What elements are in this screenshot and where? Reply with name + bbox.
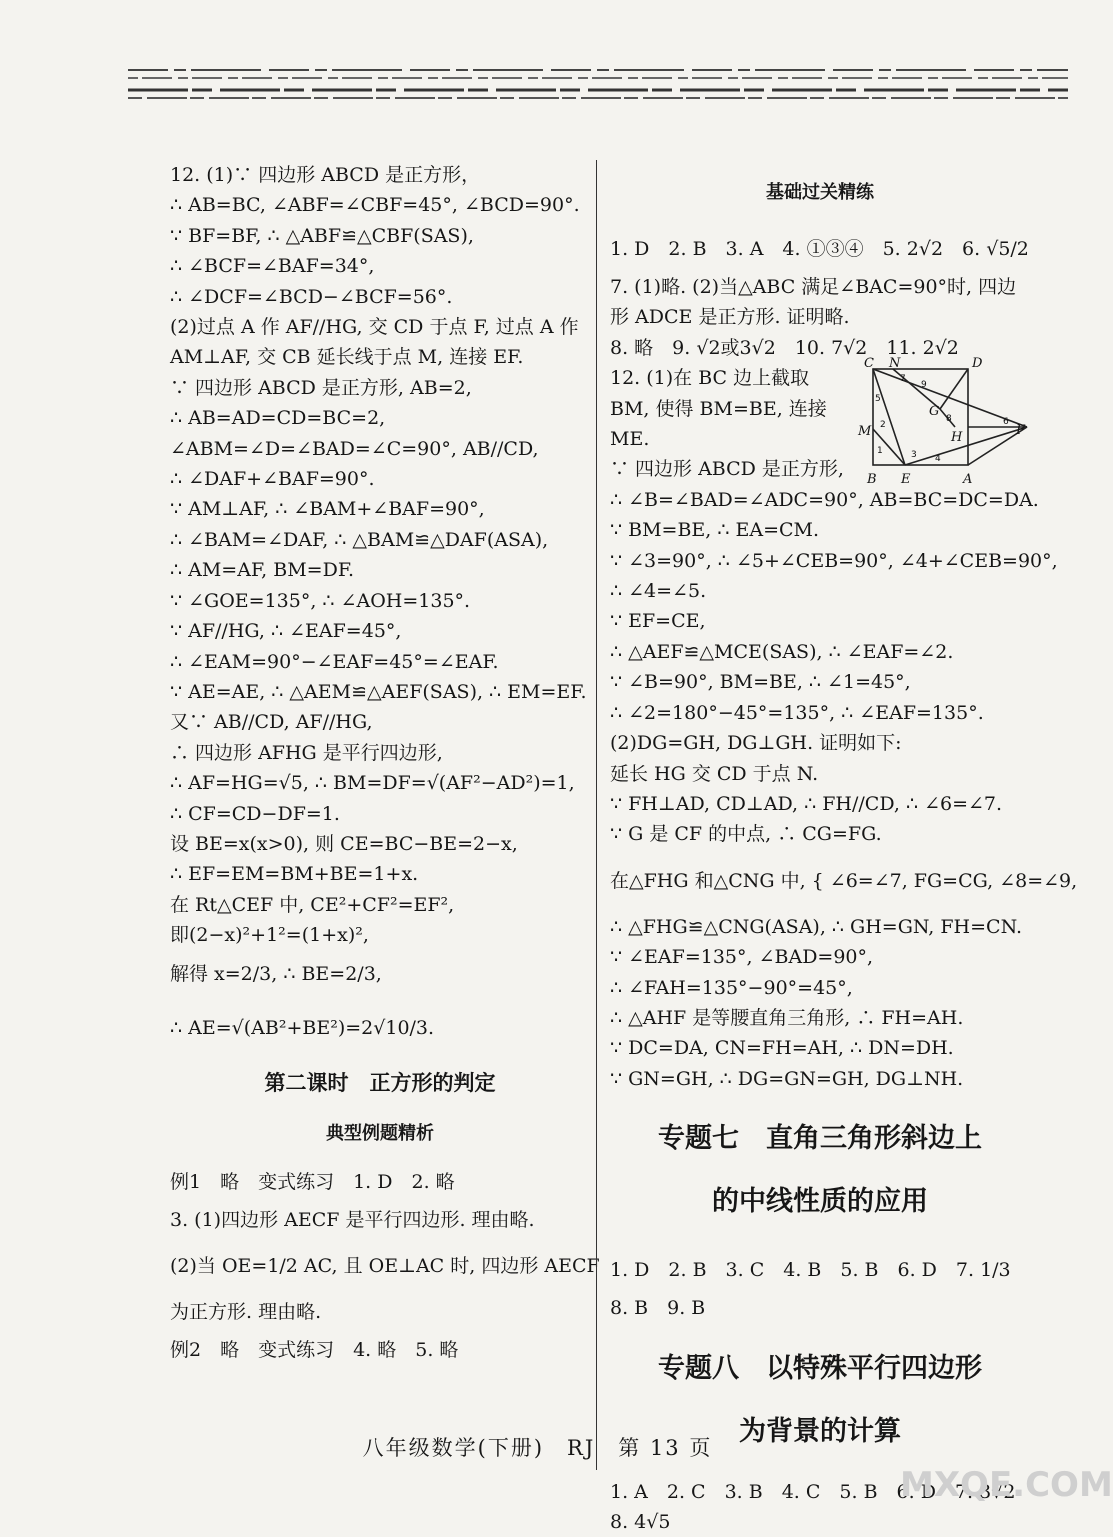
figure-label: A: [963, 472, 973, 487]
figure-angle-mark: 6: [1003, 417, 1009, 427]
answer-line: ∠ABM=∠D=∠BAD=∠C=90°, AB//CD,: [170, 437, 539, 460]
answer-line: ∵ G 是 CF 的中点, ∴ CG=FG.: [610, 823, 882, 846]
column-divider: [596, 160, 597, 1470]
watermark-logo: MXQE.COM: [900, 1465, 1113, 1505]
answer-line: ∴ ∠FAH=135°−90°=45°,: [610, 976, 853, 999]
answer-line: 12. (1)在 BC 边上截取: [610, 367, 810, 390]
answer-line: ∴ ∠DCF=∠BCD−∠BCF=56°.: [170, 285, 453, 308]
answer-line: ∵ EF=CE,: [610, 610, 706, 633]
answer-line: ∵ ∠GOE=135°, ∴ ∠AOH=135°.: [170, 589, 471, 612]
subsection-heading: 基础过关精练: [766, 182, 874, 203]
answer-line: ∵ BM=BE, ∴ EA=CM.: [610, 519, 820, 542]
figure-label: H: [951, 430, 963, 445]
figure-label: M: [858, 424, 872, 439]
answer-line: 3. (1)四边形 AECF 是平行四边形. 理由略.: [170, 1208, 535, 1231]
answer-line: ∵ FH⊥AD, CD⊥AD, ∴ FH//CD, ∴ ∠6=∠7.: [610, 792, 1003, 815]
figure-label: D: [972, 356, 983, 371]
answer-line: 1. D 2. B 3. C 4. B 5. B 6. D 7. 1/3: [610, 1259, 1011, 1282]
answer-line: ∵ AM⊥AF, ∴ ∠BAM+∠BAF=90°,: [170, 498, 485, 521]
subsection-heading: 典型例题精析: [326, 1122, 434, 1144]
answer-line: 为正方形. 理由略.: [170, 1300, 322, 1323]
answer-line: ∴ AF=HG=√5, ∴ BM=DF=√(AF²−AD²)=1,: [170, 772, 575, 795]
figure-label: G: [929, 404, 940, 419]
answer-line: ∴ ∠4=∠5.: [610, 580, 707, 603]
answer-line: (2)当 OE=1/2 AC, 且 OE⊥AC 时, 四边形 AECF: [170, 1254, 600, 1277]
figure-angle-mark: 8: [946, 414, 952, 424]
answer-line: 1. A 2. C 3. B 4. C 5. B 6. D 7. 3√2: [610, 1480, 1016, 1503]
answer-line: ∵ ∠B=90°, BM=BE, ∴ ∠1=45°,: [610, 671, 911, 694]
answer-line: ∴ AM=AF, BM=DF.: [170, 559, 355, 582]
answer-line: 例1 略 变式练习 1. D 2. 略: [170, 1170, 455, 1193]
figure-angle-mark: 5: [875, 394, 881, 404]
figure-angle-mark: 7: [900, 374, 906, 384]
answer-line: (2)DG=GH, DG⊥GH. 证明如下:: [610, 732, 902, 755]
answer-line: ∴ △FHG≌△CNG(ASA), ∴ GH=GN, FH=CN.: [610, 915, 1023, 938]
answer-line: ∵ ∠3=90°, ∴ ∠5+∠CEB=90°, ∠4+∠CEB=90°,: [610, 549, 1058, 572]
answer-line: ∵ AF//HG, ∴ ∠EAF=45°,: [170, 620, 402, 643]
figure-label: F: [1016, 423, 1026, 438]
figure-angle-mark: 9: [921, 380, 927, 390]
topic-heading: 专题七 直角三角形斜边上: [658, 1123, 982, 1155]
answer-line: ∴ CF=CD−DF=1.: [170, 802, 340, 825]
answer-line: ∴ EF=EM=BM+BE=1+x.: [170, 863, 419, 886]
answer-line: ∵ 四边形 ABCD 是正方形, AB=2,: [170, 376, 472, 399]
answer-line: 设 BE=x(x>0), 则 CE=BC−BE=2−x,: [170, 832, 518, 855]
answer-line: ∵ AE=AE, ∴ △AEM≌△AEF(SAS), ∴ EM=EF.: [170, 680, 587, 703]
answer-line: ME.: [610, 428, 650, 451]
page-footer: 八年级数学(下册) RJ 第 13 页: [362, 1436, 713, 1460]
lesson-heading: 第二课时 正方形的判定: [264, 1069, 496, 1095]
answer-line: AM⊥AF, 交 CB 延长线于点 M, 连接 EF.: [170, 346, 524, 369]
left-column: [170, 160, 600, 1365]
answer-line: 8. 4√5: [610, 1510, 671, 1533]
answer-line: 在 Rt△CEF 中, CE²+CF²=EF²,: [170, 893, 455, 916]
answer-line: 8. B 9. B: [610, 1297, 706, 1320]
answer-line: 即(2−x)²+1²=(1+x)²,: [170, 924, 369, 947]
answer-line: 延长 HG 交 CD 于点 N.: [610, 762, 819, 785]
answer-line: ∴ ∠BAM=∠DAF, ∴ △BAM≌△DAF(ASA),: [170, 528, 549, 551]
answer-line: 解得 x=2/3, ∴ BE=2/3,: [170, 962, 382, 985]
figure-label: C: [864, 356, 874, 371]
answer-line: ∵ BF=BF, ∴ △ABF≌△CBF(SAS),: [170, 224, 474, 247]
answer-line: ∴ ∠DAF+∠BAF=90°.: [170, 468, 375, 491]
answer-line: (2)过点 A 作 AF//HG, 交 CD 于点 F, 过点 A 作: [170, 316, 579, 339]
answer-line: 形 ADCE 是正方形. 证明略.: [610, 306, 850, 329]
figure-label: E: [901, 472, 911, 487]
answer-line: 1. D 2. B 3. A 4. ①③④ 5. 2√2 6. √5/2: [610, 238, 1029, 260]
page-top-band: [128, 62, 1068, 106]
figure-angle-mark: 1: [877, 446, 883, 456]
answer-line: 在△FHG 和△CNG 中, { ∠6=∠7, FG=CG, ∠8=∠9,: [610, 869, 1078, 892]
answer-line: ∴ ∠2=180°−45°=135°, ∴ ∠EAF=135°.: [610, 701, 984, 724]
answer-line: ∴ AB=AD=CD=BC=2,: [170, 407, 386, 430]
answer-line: 例2 略 变式练习 4. 略 5. 略: [170, 1338, 459, 1361]
answer-line: ∴ 四边形 AFHG 是平行四边形,: [170, 741, 443, 764]
topic-heading: 为背景的计算: [739, 1415, 901, 1447]
topic-heading: 的中线性质的应用: [712, 1186, 928, 1218]
figure-angle-mark: 3: [911, 450, 917, 460]
figure-angle-mark: 4: [935, 454, 941, 464]
geometry-figure: [855, 357, 1030, 492]
answer-line: ∴ ∠EAM=90°−∠EAF=45°=∠EAF.: [170, 650, 499, 673]
answer-line: ∵ 四边形 ABCD 是正方形,: [610, 458, 844, 481]
answer-line: ∴ ∠B=∠BAD=∠ADC=90°, AB=BC=DC=DA.: [610, 488, 1039, 511]
figure-angle-mark: 2: [880, 420, 886, 430]
answer-line: 又∵ AB//CD, AF//HG,: [170, 711, 373, 734]
answer-line: 7. (1)略. (2)当△ABC 满足∠BAC=90°时, 四边: [610, 276, 1017, 298]
topic-heading: 专题八 以特殊平行四边形: [658, 1352, 982, 1384]
figure-label: N: [889, 356, 901, 371]
answer-line: ∴ ∠BCF=∠BAF=34°,: [170, 255, 375, 278]
answer-line: 8. 略 9. √2或3√2 10. 7√2 11. 2√2: [610, 336, 959, 359]
answer-line: 12. (1)∵ 四边形 ABCD 是正方形，: [170, 164, 481, 186]
answer-line: ∴ △AEF≌△MCE(SAS), ∴ ∠EAF=∠2.: [610, 640, 954, 663]
figure-label: B: [867, 472, 877, 487]
answer-line: ∴ △AHF 是等腰直角三角形, ∴ FH=AH.: [610, 1006, 964, 1029]
answer-line: ∴ AB=BC, ∠ABF=∠CBF=45°, ∠BCD=90°.: [170, 194, 580, 217]
answer-line: BM, 使得 BM=BE, 连接: [610, 397, 827, 420]
answer-line: ∴ AE=√(AB²+BE²)=2√10/3.: [170, 1016, 435, 1039]
answer-line: ∵ GN=GH, ∴ DG=GN=GH, DG⊥NH.: [610, 1067, 964, 1090]
answer-line: ∵ ∠EAF=135°, ∠BAD=90°,: [610, 946, 874, 969]
answer-line: ∵ DC=DA, CN=FH=AH, ∴ DN=DH.: [610, 1037, 954, 1060]
